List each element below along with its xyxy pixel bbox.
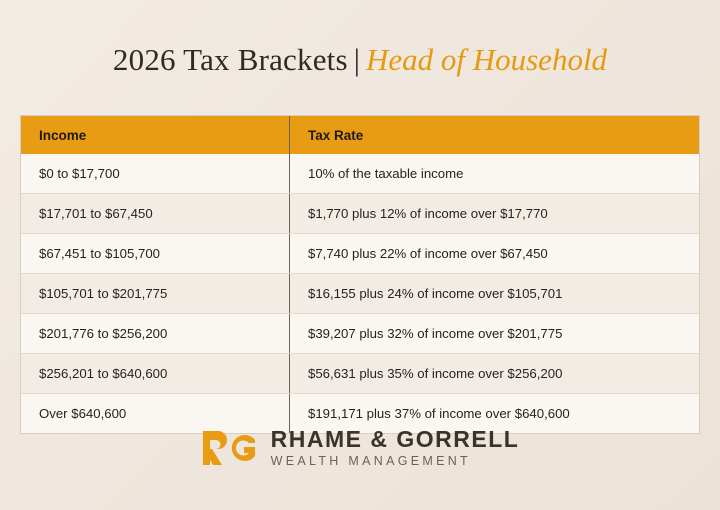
cell-income: $17,701 to $67,450: [21, 194, 290, 234]
table-header-row: [21, 116, 699, 154]
table-row: [21, 354, 699, 394]
cell-tax-rate: $191,171 plus 37% of income over $640,600: [290, 394, 700, 434]
table-row: [21, 234, 699, 274]
column-header-income: Income: [21, 116, 290, 154]
table-row: [21, 154, 699, 194]
cell-income: $105,701 to $201,775: [21, 274, 290, 314]
table-row: [21, 194, 699, 234]
table-row: [21, 274, 699, 314]
page-title: [0, 0, 720, 78]
company-tagline: WEALTH MANAGEMENT: [270, 454, 471, 469]
company-name: RHAME & GORRELL: [270, 426, 520, 453]
column-header-tax-rate: Tax Rate: [290, 116, 700, 154]
cell-tax-rate: $1,770 plus 12% of income over $17,770: [290, 194, 700, 234]
cell-tax-rate: $56,631 plus 35% of income over $256,200: [290, 354, 700, 394]
title-separator: |: [353, 42, 360, 77]
cell-income: Over $640,600: [39, 406, 127, 421]
cell-tax-rate: $7,740 plus 22% of income over $67,450: [290, 234, 700, 274]
title-main-text: 2026 Tax Brackets: [112, 42, 348, 77]
cell-income: $0 to $17,700: [21, 154, 290, 194]
rg-monogram-icon: [201, 428, 257, 468]
cell-income: $256,201 to $640,600: [21, 354, 290, 394]
title-accent-text: Head of Household: [365, 42, 608, 77]
table-row: [21, 314, 699, 354]
cell-tax-rate: $16,155 plus 24% of income over $105,701: [290, 274, 700, 314]
cell-tax-rate: $39,207 plus 32% of income over $201,775: [290, 314, 700, 354]
footer-branding: [0, 428, 720, 468]
cell-tax-rate: 10% of the taxable income: [290, 154, 700, 194]
cell-income: $67,451 to $105,700: [21, 234, 290, 274]
cell-income: $201,776 to $256,200: [21, 314, 290, 354]
tax-brackets-table: [20, 115, 700, 434]
logo-wordmark: [271, 428, 520, 468]
